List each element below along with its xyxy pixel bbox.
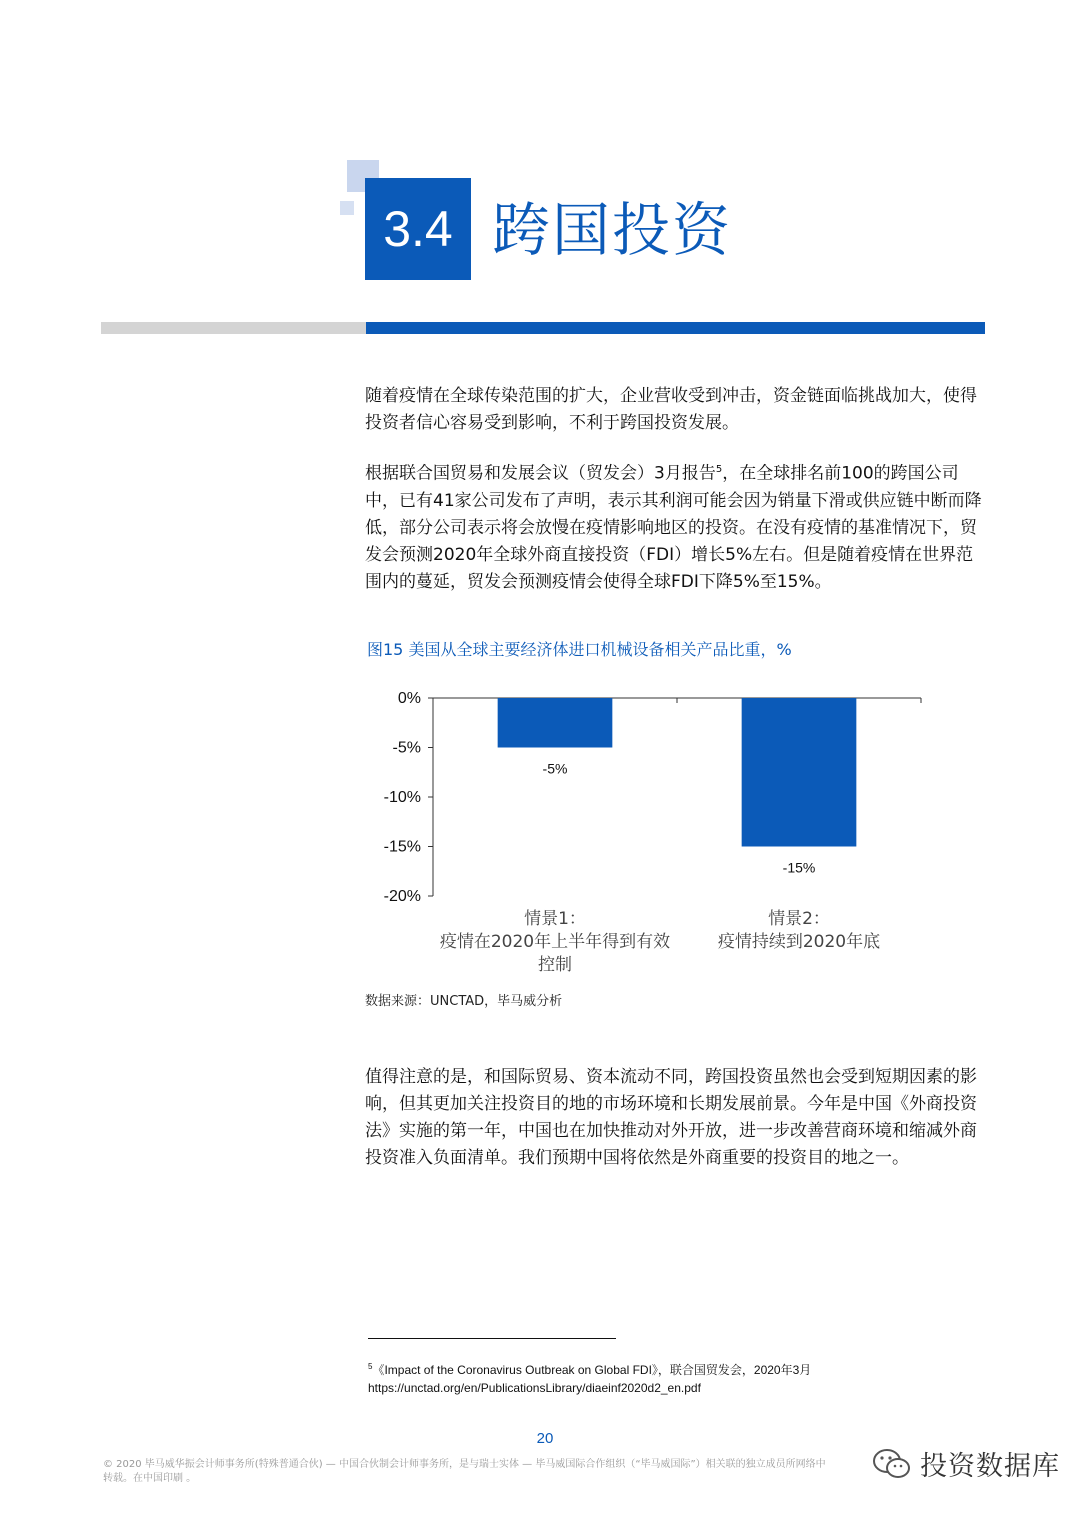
chart-svg — [360, 680, 940, 980]
figure-title: 图15 美国从全球主要经济体进口机械设备相关产品比重，% — [367, 640, 792, 659]
footnote-line1 — [368, 1358, 811, 1379]
paragraph-unctad-part2: ，在全球排名前100的跨国公司中，已有41家公司发布了声明，表示其利润可能会因为销量下滑或供应链中断而降低，部分公司表示将会放慢在疫情影响地区的投资。在没有疫情的基准情况下，贸发会预测2020年全球外商直接投资（FDI）增长5%左右。但是随着疫情在世界范围内的蔓延，贸发会预测疫情会使得全球FDI下降5%至15%。 — [365, 463, 982, 592]
data-label: -5% — [542, 760, 568, 777]
category-label: 情景1： — [524, 909, 586, 929]
y-tick-label: -10% — [383, 789, 421, 806]
footnote-ref: 5 — [715, 464, 723, 475]
y-tick-label: -20% — [383, 888, 421, 905]
bar — [742, 698, 857, 847]
bar — [498, 698, 613, 748]
wechat-icon — [872, 1447, 912, 1481]
y-tick-label: 0% — [397, 690, 421, 707]
y-tick-label: -15% — [383, 838, 421, 856]
paragraph-conclusion: 值得注意的是，和国际贸易、资本流动不同，跨国投资虽然也会受到短期因素的影响，但其更加关注投资目的地的市场环境和长期发展前景。今年是中国《外商投资法》实施的第一年，中国也在加快推动对外开放，进一步改善营商环境和缩减外商投资准入负面清单。我们预期中国将依然是外商重要的投资目的地之一。 — [365, 1067, 977, 1168]
footnote — [368, 1358, 811, 1397]
category-label: 疫情在2020年上半年得到有效 — [439, 932, 671, 952]
category-label: 控制 — [538, 955, 572, 975]
figure-source: 数据来源：UNCTAD，毕马威分析 — [365, 994, 563, 1009]
footnote-marker: 5 — [368, 1362, 373, 1371]
category-label: 疫情持续到2020年底 — [717, 932, 881, 952]
paragraph-intro: 随着疫情在全球传染范围的扩大，企业营收受到冲击，资金链面临挑战加大，使得投资者信心容易受到影响，不利于跨国投资发展。 — [365, 386, 977, 433]
header-rule-gray — [101, 322, 366, 334]
footnote-rule — [368, 1338, 616, 1339]
copyright-line1: © 2020 毕马威华振会计师事务所(特殊普通合伙) — 中国合伙制会计师事务所，是与瑞士实体 — 毕马威国际合作组织（“毕马威国际”）相关联的独立成员所网络中 — [103, 1459, 826, 1470]
category-label: 情景2： — [768, 909, 830, 929]
footnote-url[interactable]: https://unctad.org/en/PublicationsLibrary/diaeinf2020d2_en.pdf — [368, 1381, 701, 1395]
watermark-text: 投资数据库 — [920, 1451, 1060, 1482]
section-number: 3.4 — [365, 178, 471, 280]
copyright-notice — [103, 1458, 873, 1486]
watermark — [872, 1444, 1060, 1483]
copyright-line2: 转载。在中国印刷 。 — [103, 1473, 197, 1484]
page-number: 20 — [536, 1430, 554, 1447]
decorative-square-small — [340, 201, 354, 215]
y-tick-label: -5% — [392, 739, 421, 757]
section-title: 跨国投资 — [492, 196, 733, 264]
data-label: -15% — [782, 859, 816, 876]
paragraph-unctad — [365, 456, 985, 596]
bar-chart — [360, 680, 940, 980]
header-rule-blue — [366, 322, 985, 334]
footnote-citation: 《Impact of the Coronavirus Outbreak on Global FDI》，联合国贸发会，2020年3月 — [372, 1363, 812, 1377]
paragraph-unctad-part1: 根据联合国贸易和发展会议（贸发会）3月报告 — [365, 463, 716, 484]
